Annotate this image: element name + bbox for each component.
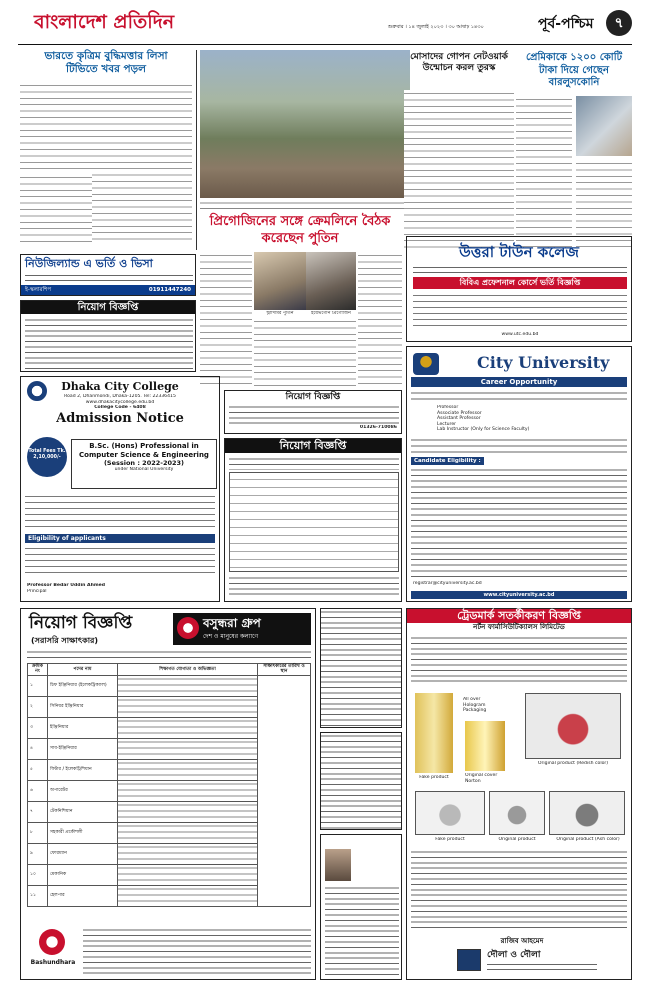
city-university-subhead: Candidate Eligibility :	[411, 457, 484, 465]
city-university-email: registrar@cityuniversity.ac.bd	[413, 581, 482, 586]
trademark-firm: দৌলা ও দৌলা	[487, 950, 541, 960]
article-putin-body-right	[358, 252, 402, 388]
putin-caption: ভ্লাদিমির পুতিন	[266, 311, 294, 316]
article-putin-body-mid	[254, 318, 356, 388]
city-university-areas	[411, 437, 627, 455]
article-berlusconi-body	[516, 96, 572, 250]
col-header: শিক্ষাগত যোগ্যতা ও অভিজ্ঞতা	[118, 664, 258, 676]
classified-3-body	[325, 885, 399, 977]
bashundhara-logo-icon	[39, 929, 65, 955]
col-header: ক্রমিক নং	[28, 664, 48, 676]
article-mosad-headline: মোসাদের গোপন নেটওয়ার্ক উন্মোচন করল তুরস্ক	[410, 52, 508, 73]
fake-product-bottom	[415, 791, 485, 835]
city-university-posts	[437, 405, 617, 433]
original-redish-product	[525, 693, 621, 759]
dcc-eligibility-body	[25, 545, 215, 575]
post-item: Associate Professor	[437, 410, 482, 416]
article-berlusconi-headline: প্রেমিকাকে ১২০০ কোটি টাকা দিয়ে গেছেন বারলুসকোনি	[525, 52, 623, 88]
bashundhara-subtitle: (সরাসরি সাক্ষাৎকার)	[31, 636, 99, 645]
bashundhara-logo-block	[27, 927, 79, 975]
article-mosad	[404, 52, 514, 250]
ad-city-university	[406, 346, 632, 602]
putin-photo	[254, 252, 306, 310]
uttara-banner: বিবিএ প্রফেশনাল কোর্সে ভর্তি বিজ্ঞপ্তি	[413, 277, 627, 289]
newzealand-footer	[21, 285, 195, 295]
trademark-lawyer: রাজিব আহমেদ	[500, 937, 544, 945]
post-item: Lab Instructor (Only for Science Faculty)	[437, 427, 530, 433]
dateline: শুক্রবার । ১৪ জুলাই ২০২৩ । ৩০ আষাঢ় ১৪৩০	[388, 24, 484, 30]
ad-niyog-mid-1	[224, 390, 402, 434]
dcc-principal: Professor Bedar Uddin Ahmed	[27, 583, 106, 588]
bashundhara-intro	[27, 649, 311, 661]
newspaper-logo: বাংলাদেশ প্রতিদিন	[34, 11, 175, 33]
allover-label: All over Hologram Packaging	[463, 697, 487, 714]
dcc-web: www.dhakacitycollege.edu.bd	[85, 399, 155, 405]
niyog-mid-2-footer	[229, 575, 399, 599]
col-rule	[196, 50, 197, 250]
table-row: ২ সিনিয়র ইঞ্জিনিয়ার	[28, 696, 311, 717]
dcc-code: College Code - 6408	[94, 405, 146, 411]
dcc-session: (Session : 2022-2023)	[103, 459, 185, 467]
dcc-program-box	[71, 439, 217, 489]
fake-product-bottom-label: Fake product	[435, 837, 465, 842]
ad-dhaka-city-college	[20, 376, 220, 602]
dcc-principal-title: Principal	[27, 589, 47, 594]
table-row: ১০ মেকানিক	[28, 864, 311, 885]
missing-person-photo	[325, 849, 351, 881]
top-photo	[200, 50, 410, 198]
dcc-address: Road 2, Dhanmondi, Dhaka-1205. Tel: 22336415	[64, 394, 176, 399]
bashundhara-logo-text: Bashundhara	[30, 959, 76, 966]
table-row: ৭ টেকনিশিয়ান	[28, 801, 311, 822]
table-row: ৫ ফিটার / ইলেকট্রিশিয়ান	[28, 759, 311, 780]
dcc-eligibility-head: Eligibility of applicants	[25, 534, 215, 543]
table-row: ৪ সাব-ইঞ্জিনিয়ার	[28, 738, 311, 759]
niyog-mid-1-body	[229, 404, 399, 424]
col-header: সাক্ষাৎকারের তারিখ ও স্থান	[258, 664, 311, 676]
ad-niyog-mid-2	[224, 438, 402, 602]
page-number: ৭	[606, 10, 632, 36]
city-university-website: www.cityuniversity.ac.bd	[411, 591, 627, 599]
article-putin-headline: প্রিগোজিনের সঙ্গে ক্রেমলিনে বৈঠক করেছেন পুতিন	[209, 214, 391, 246]
uttara-address-lines	[413, 265, 627, 275]
table-row: ৮ সহকারী প্রকৌশলী	[28, 822, 311, 843]
trademark-firm-address	[487, 962, 597, 974]
original-product-box	[465, 721, 505, 771]
trademark-body	[411, 849, 627, 931]
niyog-mid-1-title: নিয়োগ বিজ্ঞপ্তি	[285, 392, 341, 402]
original-ash-label: Original product (Ash color)	[556, 837, 620, 842]
city-university-name: City University	[477, 353, 610, 372]
masthead-rule	[18, 44, 632, 45]
dcc-body	[25, 493, 215, 531]
section-name: পূর্ব-পশ্চিম	[538, 16, 594, 32]
table-row: ৬ অপারেটর	[28, 780, 311, 801]
city-university-banner: Career Opportunity	[411, 377, 627, 387]
original-product-mid	[489, 791, 545, 835]
ad-newzealand	[20, 254, 196, 296]
ad-trademark-warning	[406, 608, 632, 980]
bashundhara-title: নিয়োগ বিজ্ঞপ্তি	[29, 613, 133, 633]
table-header-row	[28, 664, 311, 676]
post-item: Lecturer	[437, 421, 457, 427]
dcc-fees-badge: Total Fees Tk. 2,10,000/-	[27, 437, 67, 477]
bashundhara-emblem-icon	[177, 617, 199, 639]
table-row: ১১ হেলপার	[28, 885, 311, 906]
ad-classified-2	[320, 732, 402, 830]
uttara-website: www.utc.edu.bd	[501, 332, 539, 337]
article-putin-body-left	[200, 252, 252, 388]
dcc-program: B.Sc. (Hons) Professional in Computer Science & Engineering	[79, 442, 209, 459]
ad-niyog-left	[20, 300, 196, 372]
ad-classified-1	[320, 608, 402, 728]
original-norton-label: Original cover Norton	[465, 773, 498, 784]
bashundhara-group-name: বসুন্ধরা গ্রুপ	[203, 616, 261, 630]
original-redish-label: Original product (Redish color)	[537, 761, 609, 766]
prigozhin-caption: ইয়েভগেনি প্রিগোজিন	[311, 311, 351, 316]
original-ash-product	[549, 791, 625, 835]
ad-classified-3	[320, 834, 402, 980]
trademark-title: ট্রেডমার্ক সতর্কীকরণ বিজ্ঞপ্তি	[407, 609, 631, 623]
table-row: ৩ ইঞ্জিনিয়ার	[28, 717, 311, 738]
niyog-mid-2-intro	[229, 456, 399, 470]
article-mosad-body	[404, 90, 514, 250]
berlusconi-photo	[576, 96, 632, 156]
fake-product-box-left	[415, 693, 453, 773]
newzealand-phone: 01911447240	[148, 287, 191, 293]
niyog-left-title: নিয়োগ বিজ্ঞপ্তি	[21, 301, 195, 314]
niyog-mid-2-table	[229, 472, 399, 572]
article-lisa-headline: ভারতে কৃত্রিম বুদ্ধিমত্তার লিসা টিভিতে খবর পড়ল	[44, 50, 168, 75]
niyog-mid-2-title: নিয়োগ বিজ্ঞপ্তি	[225, 439, 401, 453]
table-row: ৯ ফোরম্যান	[28, 843, 311, 864]
bashundhara-group-block	[173, 613, 311, 645]
trademark-company: নর্টন ফার্মাসিউটিক্যালস লিমিটেড	[473, 623, 565, 631]
bashundhara-table	[27, 663, 311, 907]
newzealand-company: ই-স্কলারশিপ	[25, 287, 52, 293]
dcc-logo	[27, 381, 47, 401]
ad-bashundhara	[20, 608, 316, 980]
top-photo-caption	[200, 200, 410, 212]
ad-uttara-town-college	[406, 236, 632, 342]
trademark-intro	[411, 635, 627, 685]
newzealand-title: নিউজিল্যান্ড এ ভর্তি ও ভিসা	[25, 257, 153, 270]
dcc-notice: Admission Notice	[56, 410, 184, 426]
article-lisa-body-lower	[20, 174, 92, 242]
niyog-mid-1-phone: 01326-710086	[359, 425, 397, 431]
uttara-body	[413, 292, 627, 330]
trademark-firm-logo	[457, 949, 481, 971]
bashundhara-footer	[83, 927, 311, 975]
dcc-affiliation: under National University	[114, 467, 174, 472]
prigozhin-photo	[306, 252, 356, 310]
original-product-mid-label: Original product	[498, 837, 536, 842]
col-header: পদের নাম	[48, 664, 118, 676]
bashundhara-tagline: দেশ ও মানুষের কল্যাণে	[203, 633, 259, 640]
article-berlusconi	[516, 52, 632, 250]
post-item: Professor	[437, 405, 459, 410]
newzealand-body	[25, 273, 193, 283]
city-university-logo	[413, 353, 439, 375]
article-lisa	[20, 50, 192, 246]
post-item: Assistant Professor	[437, 416, 481, 422]
fake-product-label: Fake product	[419, 775, 449, 780]
masthead	[18, 6, 632, 42]
city-university-intro	[411, 390, 627, 402]
city-university-eligibility	[411, 467, 627, 577]
uttara-college-name: উত্তরা টাউন কলেজ	[459, 243, 579, 261]
table-row: ১ চিফ ইঞ্জিনিয়ার (ইলেকট্রিক্যাল)	[28, 675, 311, 696]
niyog-left-body	[25, 317, 193, 369]
dcc-name: Dhaka City College	[61, 380, 179, 393]
